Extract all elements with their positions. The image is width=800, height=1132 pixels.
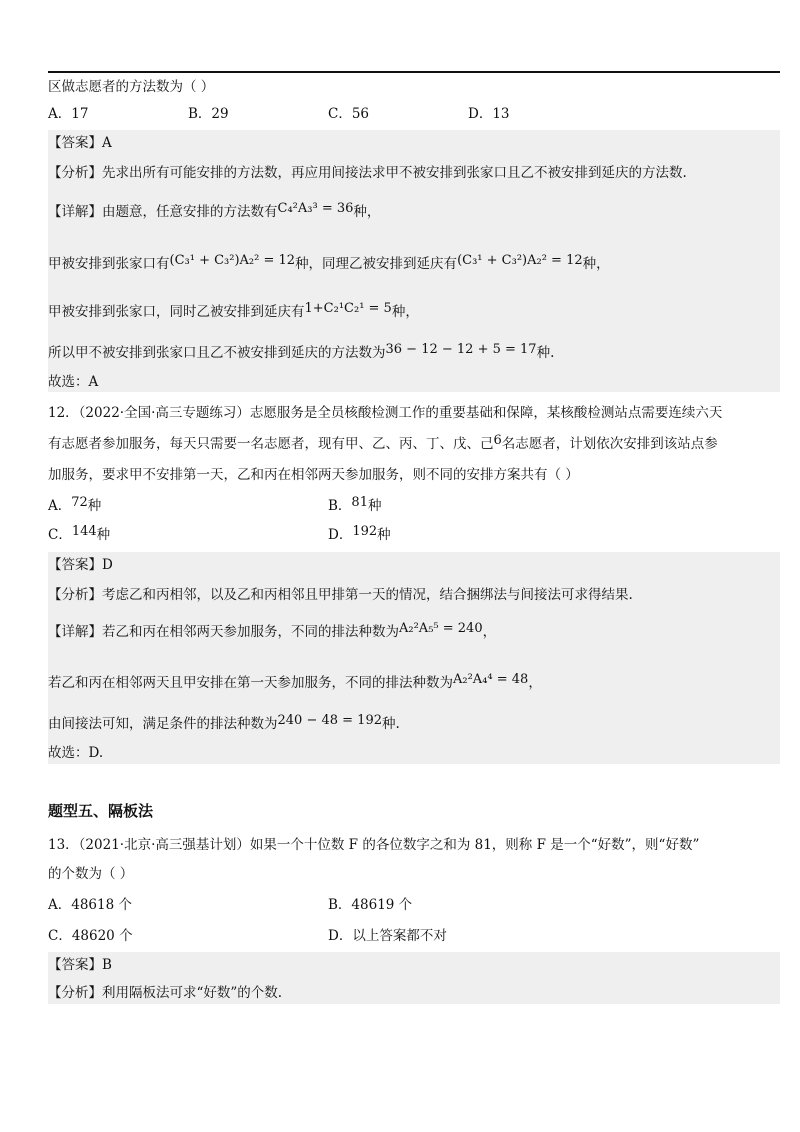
q13-option-c: C．48620 个: [48, 928, 133, 944]
q11-detail-3: [48, 302, 419, 323]
q11-detail-2-text-b: 种，同理乙被安排到延庆有: [295, 256, 458, 272]
q13-stem-line-2: 的个数为（ ）: [48, 866, 134, 882]
q11-detail-4-text: 所以甲不被安排到张家口且乙不被安排到延庆的方法数为: [48, 345, 386, 361]
q11-detail-3-text: 甲被安排到张家口，同时乙被安排到延庆有: [48, 304, 305, 320]
q11-detail-1: [48, 202, 380, 223]
q11-analysis: 【分析】先求出所有可能安排的方法数，再应用间接法求甲不被安排到张家口且乙不被安排到延庆的方法数.: [48, 165, 687, 181]
q11-option-b: B．29: [188, 106, 229, 122]
q12-option-a: [48, 496, 101, 517]
q11-detail-4-tail: 种.: [536, 345, 555, 361]
q11-detail-2-text-a: 甲被安排到张家口有: [48, 256, 170, 272]
q11-option-c: C．56: [328, 106, 370, 122]
q12-option-d-unit: 种: [377, 527, 391, 543]
q13-stem-line-1: 13．（2021·北京·高三强基计划）如果一个十位数 F 的各位数字之和为 81，则称 F 是一个“好数”，则“好数”: [48, 837, 700, 853]
q12-stem-line-2-b: 名志愿者，计划依次安排到该站点参: [501, 436, 718, 452]
q12-option-c: [48, 525, 110, 546]
q12-detail-1-formula: A₂²A₅⁵ = 240: [399, 621, 483, 636]
q12-detail-3-text: 由间接法可知，满足条件的排法种数为: [48, 716, 278, 732]
q12-option-b: [328, 496, 381, 517]
q12-stem-line-3: 加服务，要求甲不安排第一天，乙和丙在相邻两天参加服务，则不同的安排方案共有（ ）: [48, 467, 579, 483]
q12-detail-3-formula: 240 − 48 = 192: [277, 713, 382, 728]
q12-detail-2-formula: A₂²A₄⁴ = 48: [453, 672, 529, 687]
q12-option-b-value: 81: [351, 495, 368, 510]
q12-detail-2-text: 若乙和丙在相邻两天且甲安排在第一天参加服务，不同的排法种数为: [48, 675, 453, 691]
q11-detail-1-tail: 种，: [353, 204, 381, 220]
q12-detail-1-tail: ，: [482, 624, 497, 640]
q12-stem-line-2: [48, 434, 718, 455]
q11-stem: 区做志愿者的方法数为（ ）: [48, 79, 215, 95]
q11-detail-4-formula: 36 − 12 − 12 + 5 = 17: [385, 342, 537, 357]
q12-detail-3-tail: 种.: [381, 716, 400, 732]
q11-option-d: D．13: [468, 106, 510, 122]
q11-detail-3-tail: 种，: [391, 304, 419, 320]
q11-conclusion: 故选：A: [48, 374, 99, 390]
q12-option-a-value: 72: [71, 495, 88, 510]
section-heading: 题型五、隔板法: [48, 802, 154, 820]
q12-option-c-unit: 种: [96, 527, 111, 543]
q12-option-a-letter: A．: [48, 498, 72, 514]
q11-detail-2-tail: 种，: [582, 256, 610, 272]
q12-stem-count: 6: [493, 433, 502, 448]
q12-detail-3: [48, 714, 400, 735]
q11-detail-2: [48, 254, 610, 275]
q11-answer: 【答案】A: [48, 135, 112, 151]
q12-stem-line-2-a: 有志愿者参加服务，每天只需要一名志愿者，现有甲、乙、丙、丁、戊、己: [48, 436, 494, 452]
q12-option-c-letter: C．: [48, 527, 72, 543]
q11-option-a: A．17: [48, 106, 89, 122]
q12-detail-2: [48, 673, 542, 694]
q13-option-a: A．48618 个: [48, 897, 132, 913]
q12-detail-1: [48, 622, 496, 643]
q12-analysis: 【分析】考虑乙和丙相邻，以及乙和丙相邻且甲排第一天的情况，结合捆绑法与间接法可求得结果.: [48, 587, 633, 603]
q12-option-c-value: 144: [71, 524, 97, 539]
q13-option-b: B．48619 个: [328, 897, 413, 913]
q12-option-b-unit: 种: [367, 498, 382, 514]
q12-option-d-letter: D．: [328, 527, 353, 543]
q12-option-d: [328, 525, 391, 546]
q12-stem-line-1: 12．（2022·全国·高三专题练习）志愿服务是全员核酸检测工作的重要基础和保障，某核酸检测站点需要连续六天: [48, 405, 723, 421]
q12-option-a-unit: 种: [87, 498, 102, 514]
top-rule: [48, 71, 780, 73]
q11-detail-2-formula-a: (C₃¹ + C₃²)A₂² = 12: [169, 253, 296, 268]
q13-answer: 【答案】B: [48, 957, 112, 973]
q11-detail-2-formula-b: (C₃¹ + C₃²)A₂² = 12: [457, 253, 583, 268]
q12-conclusion: 故选：D.: [48, 745, 104, 761]
q12-option-b-letter: B．: [328, 498, 352, 514]
q13-analysis: 【分析】利用隔板法可求“好数”的个数.: [48, 985, 283, 1001]
q12-detail-1-text: 【详解】若乙和丙在相邻两天参加服务，不同的排法种数为: [48, 624, 399, 640]
q11-detail-4: [48, 343, 554, 364]
q12-option-d-value: 192: [352, 524, 378, 539]
q11-detail-1-text: 【详解】由题意，任意安排的方法数有: [48, 204, 278, 220]
q13-option-d: D．以上答案都不对: [328, 928, 447, 944]
q12-answer: 【答案】D: [48, 557, 113, 573]
q11-detail-3-formula: 1+C₂¹C₂¹ = 5: [304, 301, 392, 316]
q11-detail-1-formula: C₄²A₃³ = 36: [277, 201, 354, 216]
q12-detail-2-tail: ，: [528, 675, 542, 691]
